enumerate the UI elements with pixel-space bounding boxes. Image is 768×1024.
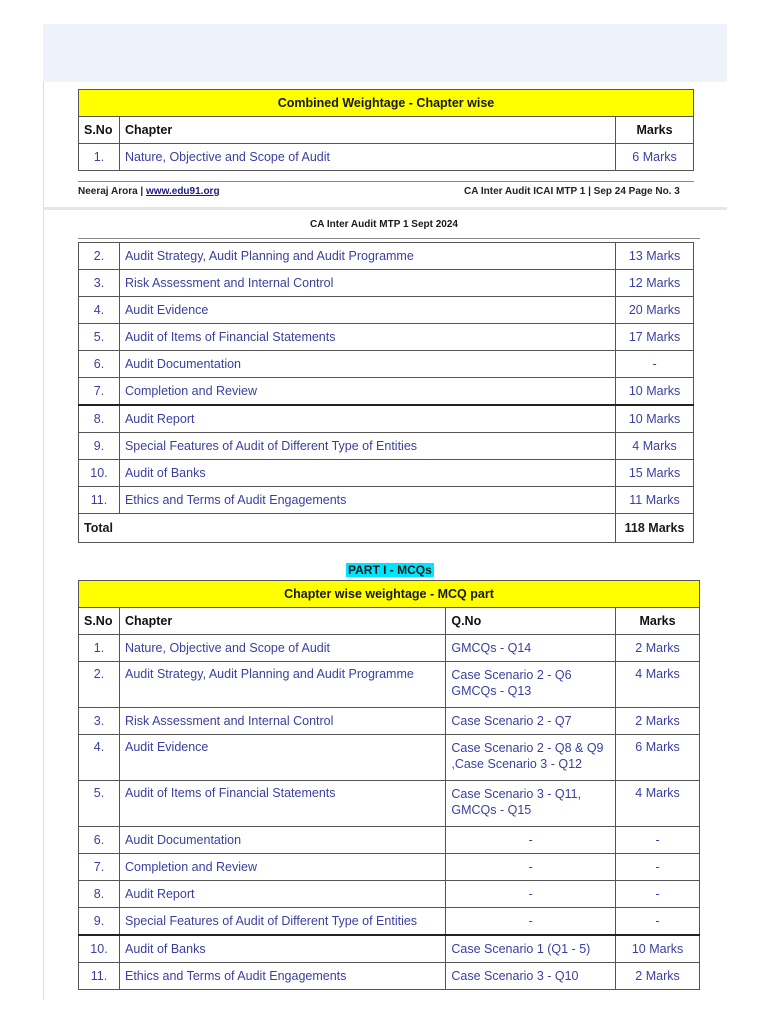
row-chapter: Nature, Objective and Scope of Audit [119,635,445,662]
qno-line-1: Case Scenario 2 - Q6 [451,668,572,682]
qno-line-2: GMCQs - Q13 [451,684,532,698]
footer-right: CA Inter Audit ICAI MTP 1 | Sep 24 Page No. 3 [464,186,680,197]
qno-line-1: Case Scenario 3 - Q11, [451,787,582,801]
row-sno: 11. [79,487,120,514]
row-marks: 4 Marks [616,433,694,460]
row-sno: 1. [79,635,120,662]
combined-weightage-table [78,89,694,171]
row-marks: 10 Marks [616,935,700,963]
row-chapter: Audit Documentation [119,351,615,378]
row-marks: 6 Marks [616,144,694,171]
row-sno: 7. [79,854,120,881]
table-row [79,460,694,487]
row-marks: 11 Marks [616,487,694,514]
header-marks: Marks [616,608,700,635]
qno-line-1: - [528,887,533,901]
table-row [79,827,700,854]
row-chapter: Ethics and Terms of Audit Engagements [119,487,615,514]
row-marks: 10 Marks [616,378,694,406]
footer-left [78,186,220,197]
row-chapter: Risk Assessment and Internal Control [119,708,445,735]
row-sno: 8. [79,405,120,433]
table-row [79,270,694,297]
row-marks: - [616,827,700,854]
total-label: Total [79,514,616,543]
header-chapter: Chapter [119,608,445,635]
row-sno: 6. [79,827,120,854]
row-chapter: Audit Documentation [119,827,445,854]
table-row [79,935,700,963]
row-marks: 4 Marks [616,781,700,827]
page-left-edge-2 [43,210,44,1000]
table-title: Combined Weightage - Chapter wise [79,90,694,117]
row-marks: - [616,854,700,881]
row-chapter: Audit Strategy, Audit Planning and Audit Programme [119,243,615,270]
footer-rule [78,181,694,182]
row-marks: 20 Marks [616,297,694,324]
table-row [79,144,694,171]
row-qno [446,908,616,936]
row-sno: 9. [79,908,120,936]
row-chapter: Audit Evidence [119,297,615,324]
row-sno: 6. [79,351,120,378]
row-marks: 2 Marks [616,635,700,662]
row-chapter: Audit Report [119,881,445,908]
qno-line-1: - [528,833,533,847]
row-sno: 7. [79,378,120,406]
table-row [79,781,700,827]
row-chapter: Audit of Items of Financial Statements [119,781,445,827]
table-row [79,908,700,936]
row-qno [446,735,616,781]
total-row [79,514,694,543]
chapter-marks-table [78,242,694,543]
row-chapter: Audit Strategy, Audit Planning and Audit Programme [119,662,445,708]
row-sno: 11. [79,963,120,990]
row-marks: 15 Marks [616,460,694,487]
row-chapter: Audit of Banks [119,460,615,487]
row-sno: 10. [79,460,120,487]
row-sno: 5. [79,781,120,827]
table-row [79,243,694,270]
row-chapter: Audit Report [119,405,615,433]
row-marks: 12 Marks [616,270,694,297]
table-row [79,351,694,378]
table-row [79,297,694,324]
row-qno [446,827,616,854]
header-rule [78,238,700,239]
row-qno [446,963,616,990]
row-sno: 2. [79,662,120,708]
page-separator [43,207,727,210]
row-chapter: Ethics and Terms of Audit Engagements [119,963,445,990]
qno-line-2: GMCQs - Q15 [451,803,532,817]
row-chapter: Special Features of Audit of Different Type of Entities [119,908,445,936]
table-row [79,487,694,514]
mcq-weightage-table [78,580,700,990]
table-row [79,662,700,708]
row-qno [446,708,616,735]
table-row [79,735,700,781]
table-row [79,881,700,908]
row-marks: - [616,881,700,908]
page-left-edge [43,82,44,208]
total-marks: 118 Marks [616,514,694,543]
row-sno: 2. [79,243,120,270]
part-label: PART I - MCQs [348,563,432,577]
row-chapter: Special Features of Audit of Different Type of Entities [119,433,615,460]
row-qno [446,662,616,708]
footer-link[interactable]: www.edu91.org [146,186,220,197]
row-chapter: Nature, Objective and Scope of Audit [119,144,615,171]
table-row [79,433,694,460]
row-marks: 6 Marks [616,735,700,781]
row-qno [446,635,616,662]
row-chapter: Audit Evidence [119,735,445,781]
table-title: Chapter wise weightage - MCQ part [79,581,700,608]
row-sno: 3. [79,708,120,735]
qno-line-1: GMCQs - Q14 [451,641,532,655]
page-header: CA Inter Audit MTP 1 Sept 2024 [310,219,458,230]
header-chapter: Chapter [119,117,615,144]
row-sno: 4. [79,735,120,781]
row-marks: - [616,908,700,936]
row-chapter: Completion and Review [119,854,445,881]
row-chapter: Completion and Review [119,378,615,406]
row-sno: 8. [79,881,120,908]
row-sno: 3. [79,270,120,297]
table-row [79,708,700,735]
qno-line-1: Case Scenario 2 - Q8 & Q9 [451,741,604,755]
qno-line-1: Case Scenario 2 - Q7 [451,714,572,728]
row-marks: 13 Marks [616,243,694,270]
header-qno: Q.No [446,608,616,635]
qno-line-1: Case Scenario 1 (Q1 - 5) [451,942,591,956]
table-row [79,854,700,881]
table-row [79,963,700,990]
row-marks: 10 Marks [616,405,694,433]
qno-line-2: ,Case Scenario 3 - Q12 [451,757,582,771]
row-qno [446,935,616,963]
row-chapter: Audit of Banks [119,935,445,963]
footer-author: Neeraj Arora | [78,186,147,197]
table-row [79,324,694,351]
row-chapter: Risk Assessment and Internal Control [119,270,615,297]
row-sno: 1. [79,144,120,171]
qno-line-1: - [528,860,533,874]
row-marks: 2 Marks [616,963,700,990]
table-row [79,635,700,662]
row-sno: 9. [79,433,120,460]
table-row [79,405,694,433]
row-marks: 2 Marks [616,708,700,735]
page-top-band [43,24,727,82]
qno-line-1: Case Scenario 3 - Q10 [451,969,579,983]
qno-line-1: - [528,914,533,928]
table-row [79,378,694,406]
row-marks: - [616,351,694,378]
row-qno [446,881,616,908]
row-chapter: Audit of Items of Financial Statements [119,324,615,351]
header-sno: S.No [79,608,120,635]
row-marks: 17 Marks [616,324,694,351]
row-sno: 10. [79,935,120,963]
header-marks: Marks [616,117,694,144]
row-qno [446,854,616,881]
row-sno: 4. [79,297,120,324]
header-sno: S.No [79,117,120,144]
row-sno: 5. [79,324,120,351]
row-qno [446,781,616,827]
row-marks: 4 Marks [616,662,700,708]
